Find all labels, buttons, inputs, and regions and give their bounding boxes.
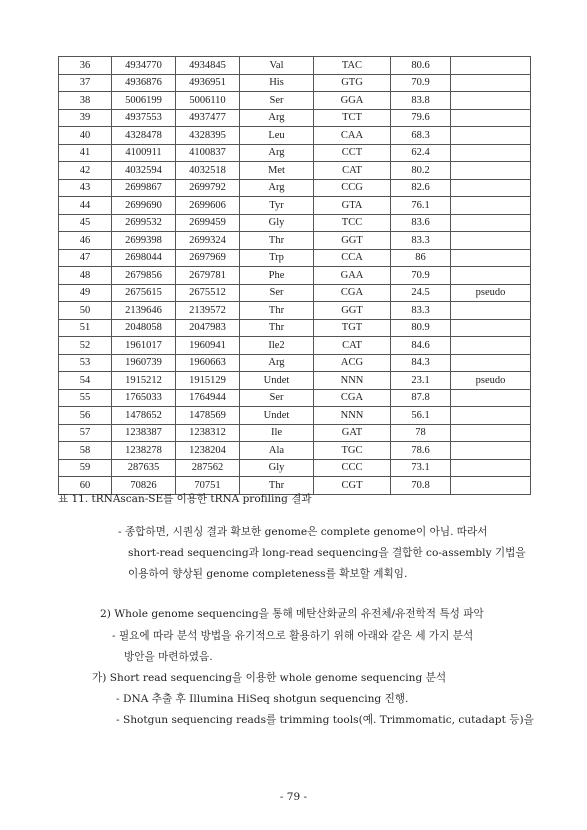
table-cell: 42: [59, 162, 112, 180]
table-cell: 62.4: [391, 144, 451, 162]
table-cell: 2139572: [176, 302, 240, 320]
table-cell: [451, 197, 531, 215]
section-heading-wgs: 2) Whole genome sequencing을 통해 메탄산화균의 유전체/유전학적 특성 파악: [100, 608, 484, 620]
table-cell: Undet: [240, 372, 314, 390]
table-row: [59, 232, 531, 250]
table-cell: [451, 354, 531, 372]
table-cell: NNN: [314, 407, 391, 425]
table-cell: 87.8: [391, 389, 451, 407]
table-cell: [451, 144, 531, 162]
table-cell: 2675512: [176, 284, 240, 302]
table-row: [59, 302, 531, 320]
table-cell: 1960663: [176, 354, 240, 372]
table-cell: 4100911: [112, 144, 176, 162]
table-cell: 2699398: [112, 232, 176, 250]
table-cell: 1238387: [112, 424, 176, 442]
table-cell: [451, 57, 531, 75]
table-cell: 38: [59, 92, 112, 110]
table-cell: [451, 127, 531, 145]
table-cell: CCA: [314, 249, 391, 267]
table-cell: 4328478: [112, 127, 176, 145]
table-cell: GAT: [314, 424, 391, 442]
bullet-dna-extraction: - DNA 추출 후 Illumina HiSeq shotgun sequencing 진행.: [116, 693, 409, 705]
table-cell: Arg: [240, 109, 314, 127]
table-row: [59, 127, 531, 145]
table-cell: [451, 214, 531, 232]
table-cell: CGA: [314, 284, 391, 302]
table-cell: Trp: [240, 249, 314, 267]
table-cell: 36: [59, 57, 112, 75]
table-cell: 76.1: [391, 197, 451, 215]
table-cell: 48: [59, 267, 112, 285]
table-cell: 4934845: [176, 57, 240, 75]
table-cell: 60: [59, 477, 112, 495]
table-cell: 55: [59, 389, 112, 407]
table-row: [59, 249, 531, 267]
table-cell: 2139646: [112, 302, 176, 320]
table-row: [59, 92, 531, 110]
table-cell: CCT: [314, 144, 391, 162]
table-cell: 2675615: [112, 284, 176, 302]
table-cell: [451, 442, 531, 460]
table-cell: 2699459: [176, 214, 240, 232]
table-cell: Met: [240, 162, 314, 180]
table-cell: 4937553: [112, 109, 176, 127]
table-cell: Thr: [240, 319, 314, 337]
table-cell: 59: [59, 459, 112, 477]
table-cell: ACG: [314, 354, 391, 372]
table-row: [59, 459, 531, 477]
table-cell: NNN: [314, 372, 391, 390]
table-cell: 54: [59, 372, 112, 390]
table-cell: 70.9: [391, 267, 451, 285]
table-row: [59, 267, 531, 285]
table-cell: GGA: [314, 92, 391, 110]
table-cell: 1765033: [112, 389, 176, 407]
table-cell: GTG: [314, 74, 391, 92]
table-row: [59, 319, 531, 337]
table-cell: Ser: [240, 92, 314, 110]
table-cell: GGT: [314, 302, 391, 320]
table-cell: 1238204: [176, 442, 240, 460]
table-cell: pseudo: [451, 372, 531, 390]
table-cell: Ala: [240, 442, 314, 460]
table-cell: 70826: [112, 477, 176, 495]
table-cell: TAC: [314, 57, 391, 75]
table-cell: [451, 337, 531, 355]
table-cell: GGT: [314, 232, 391, 250]
table-row: [59, 179, 531, 197]
table-cell: [451, 407, 531, 425]
table-row: [59, 354, 531, 372]
table-cell: 44: [59, 197, 112, 215]
table-cell: Arg: [240, 354, 314, 372]
table-cell: GAA: [314, 267, 391, 285]
table-row: [59, 144, 531, 162]
table-row: [59, 424, 531, 442]
table-cell: 2679781: [176, 267, 240, 285]
summary-line-3: 이용하여 향상된 genome completeness를 확보할 계획임.: [128, 568, 408, 580]
table-cell: 70.9: [391, 74, 451, 92]
table-cell: CGA: [314, 389, 391, 407]
table-cell: 82.6: [391, 179, 451, 197]
table-cell: 1238312: [176, 424, 240, 442]
table-cell: 78: [391, 424, 451, 442]
table-cell: 1478652: [112, 407, 176, 425]
table-cell: 79.6: [391, 109, 451, 127]
table-cell: pseudo: [451, 284, 531, 302]
table-cell: 2699690: [112, 197, 176, 215]
summary-line-2: short-read sequencing과 long-read sequencing을 결합한 co-assembly 기법을: [128, 547, 526, 559]
table-cell: Ile2: [240, 337, 314, 355]
table-cell: TGC: [314, 442, 391, 460]
table-cell: 4100837: [176, 144, 240, 162]
table-cell: 70.8: [391, 477, 451, 495]
table-cell: 80.6: [391, 57, 451, 75]
table-cell: [451, 389, 531, 407]
bullet-shotgun-trimming: - Shotgun sequencing reads를 trimming tools(예. Trimmomatic, cutadapt 등)을: [116, 714, 534, 726]
table-cell: 1915212: [112, 372, 176, 390]
summary-line-1: - 종합하면, 시퀀싱 결과 확보한 genome은 complete genome이 아님. 따라서: [118, 526, 488, 538]
table-cell: TCC: [314, 214, 391, 232]
table-row: [59, 197, 531, 215]
table-cell: Thr: [240, 477, 314, 495]
table-cell: [451, 109, 531, 127]
table-cell: 5006199: [112, 92, 176, 110]
table-cell: Ser: [240, 284, 314, 302]
table-cell: Gly: [240, 459, 314, 477]
table-cell: Arg: [240, 144, 314, 162]
table-cell: Arg: [240, 179, 314, 197]
table-cell: 4032518: [176, 162, 240, 180]
table-cell: 52: [59, 337, 112, 355]
table-cell: 57: [59, 424, 112, 442]
table-row: [59, 407, 531, 425]
page-number: - 79 -: [279, 791, 308, 803]
table-cell: 24.5: [391, 284, 451, 302]
table-cell: 83.8: [391, 92, 451, 110]
table-cell: 2699867: [112, 179, 176, 197]
table-cell: CAT: [314, 337, 391, 355]
table-cell: 43: [59, 179, 112, 197]
table-cell: [451, 267, 531, 285]
table-cell: Undet: [240, 407, 314, 425]
methods-line-2: 방안을 마련하였음.: [124, 651, 213, 663]
table-cell: CGT: [314, 477, 391, 495]
trna-profiling-table: [58, 56, 531, 495]
table-row: [59, 109, 531, 127]
table-cell: Thr: [240, 302, 314, 320]
table-cell: CCC: [314, 459, 391, 477]
table-cell: 37: [59, 74, 112, 92]
table-cell: 83.3: [391, 232, 451, 250]
table-cell: 2697969: [176, 249, 240, 267]
table-cell: 4936876: [112, 74, 176, 92]
table-cell: 46: [59, 232, 112, 250]
table-cell: 84.6: [391, 337, 451, 355]
table-cell: 1764944: [176, 389, 240, 407]
trna-table-body: [59, 57, 531, 495]
table-cell: 70751: [176, 477, 240, 495]
table-row: [59, 57, 531, 75]
table-row: [59, 372, 531, 390]
table-cell: 68.3: [391, 127, 451, 145]
table-cell: TCT: [314, 109, 391, 127]
table-cell: Ile: [240, 424, 314, 442]
table-cell: [451, 424, 531, 442]
table-cell: Gly: [240, 214, 314, 232]
table-cell: 2699324: [176, 232, 240, 250]
table-cell: 1238278: [112, 442, 176, 460]
table-cell: 53: [59, 354, 112, 372]
table-cell: [451, 179, 531, 197]
table-cell: 86: [391, 249, 451, 267]
table-cell: [451, 162, 531, 180]
table-cell: Phe: [240, 267, 314, 285]
table-cell: 4937477: [176, 109, 240, 127]
table-cell: 1960941: [176, 337, 240, 355]
table-cell: 80.2: [391, 162, 451, 180]
table-cell: CCG: [314, 179, 391, 197]
table-cell: 4032594: [112, 162, 176, 180]
table-cell: 2047983: [176, 319, 240, 337]
table-cell: 73.1: [391, 459, 451, 477]
table-cell: [451, 74, 531, 92]
table-cell: 2048058: [112, 319, 176, 337]
table-row: [59, 74, 531, 92]
table-cell: 5006110: [176, 92, 240, 110]
table-cell: 56.1: [391, 407, 451, 425]
table-cell: Ser: [240, 389, 314, 407]
table-cell: 2699792: [176, 179, 240, 197]
table-cell: 2679856: [112, 267, 176, 285]
table-cell: [451, 249, 531, 267]
table-cell: 4934770: [112, 57, 176, 75]
subsection-heading-short-read: 가) Short read sequencing을 이용한 whole genome sequencing 분석: [92, 672, 447, 684]
table-cell: 40: [59, 127, 112, 145]
table-cell: 4328395: [176, 127, 240, 145]
table-cell: 1961017: [112, 337, 176, 355]
table-cell: 1915129: [176, 372, 240, 390]
table-cell: 2699532: [112, 214, 176, 232]
table-cell: 84.3: [391, 354, 451, 372]
table-row: [59, 442, 531, 460]
table-cell: 56: [59, 407, 112, 425]
table-cell: 49: [59, 284, 112, 302]
table-cell: 4936951: [176, 74, 240, 92]
table-cell: Val: [240, 57, 314, 75]
table-row: [59, 162, 531, 180]
table-cell: 83.3: [391, 302, 451, 320]
table-row: [59, 284, 531, 302]
table-cell: 1478569: [176, 407, 240, 425]
table-cell: 58: [59, 442, 112, 460]
table-cell: [451, 302, 531, 320]
table-cell: 47: [59, 249, 112, 267]
table-cell: [451, 459, 531, 477]
table-cell: Thr: [240, 232, 314, 250]
table-cell: [451, 477, 531, 495]
table-cell: [451, 319, 531, 337]
table-cell: TGT: [314, 319, 391, 337]
table-cell: 23.1: [391, 372, 451, 390]
table-cell: His: [240, 74, 314, 92]
table-cell: 51: [59, 319, 112, 337]
table-cell: 50: [59, 302, 112, 320]
table-cell: 83.6: [391, 214, 451, 232]
table-cell: Tyr: [240, 197, 314, 215]
table-cell: CAT: [314, 162, 391, 180]
table-cell: 45: [59, 214, 112, 232]
table-row: [59, 389, 531, 407]
table-cell: 39: [59, 109, 112, 127]
table-cell: [451, 232, 531, 250]
table-cell: 287635: [112, 459, 176, 477]
table-cell: 1960739: [112, 354, 176, 372]
table-cell: 41: [59, 144, 112, 162]
methods-paragraph: [112, 626, 473, 668]
table-cell: 78.6: [391, 442, 451, 460]
table-cell: GTA: [314, 197, 391, 215]
summary-paragraph: [118, 522, 538, 585]
table-row: [59, 337, 531, 355]
table-cell: 80.9: [391, 319, 451, 337]
methods-line-1: - 필요에 따라 분석 방법을 유기적으로 활용하기 위해 아래와 같은 세 가지 분석: [112, 630, 474, 642]
table-cell: CAA: [314, 127, 391, 145]
table-cell: Leu: [240, 127, 314, 145]
table-row: [59, 214, 531, 232]
table-caption: 표 11. tRNAscan-SE를 이용한 tRNA profiling 결과: [58, 493, 312, 505]
table-cell: 287562: [176, 459, 240, 477]
table-cell: [451, 92, 531, 110]
table-cell: 2699606: [176, 197, 240, 215]
table-cell: 2698044: [112, 249, 176, 267]
